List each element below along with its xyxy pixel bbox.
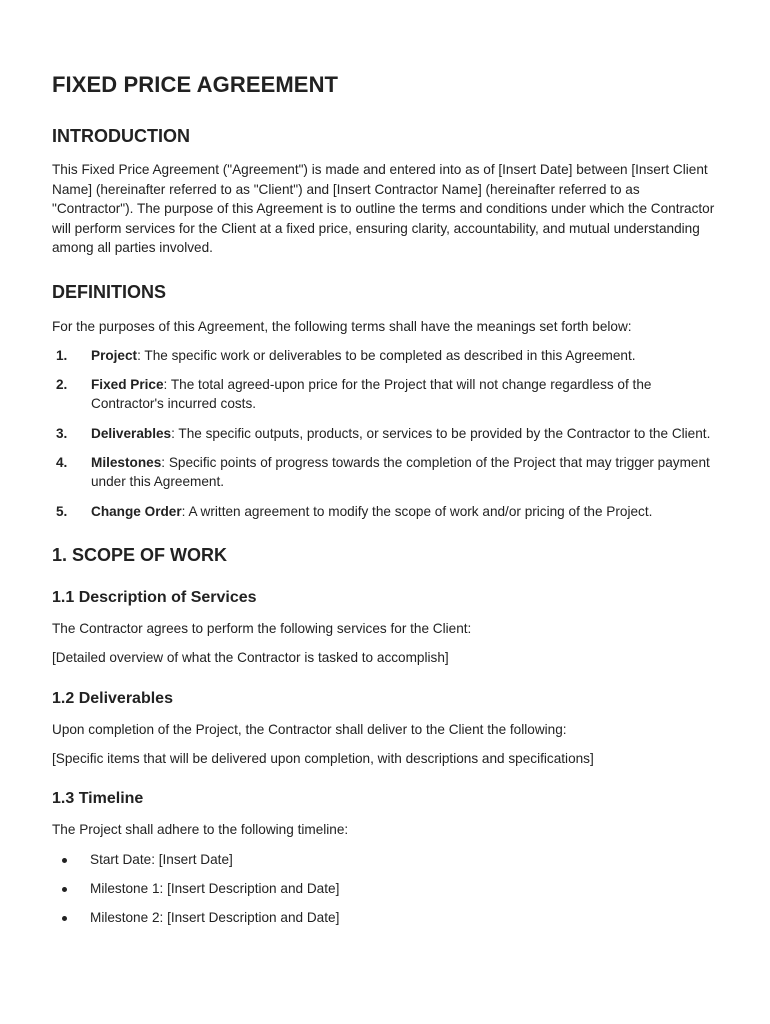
definition-term: Change Order: [91, 503, 182, 519]
definition-text: : A written agreement to modify the scope of work and/or pricing of the Project.: [181, 503, 653, 519]
definition-number: 4.: [56, 454, 68, 470]
definitions-list: [52, 346, 718, 522]
definition-term: Deliverables: [91, 425, 172, 441]
definitions-heading: DEFINITIONS: [52, 281, 167, 302]
definition-text: : The specific outputs, products, or services to be provided by the Contractor to the Client.: [171, 425, 711, 441]
timeline-item: [52, 850, 718, 870]
definition-number: 1.: [56, 347, 68, 363]
timeline-list: [52, 850, 718, 928]
definitions-lead: For the purposes of this Agreement, the following terms shall have the meanings set forth below:: [52, 318, 632, 334]
definition-term: Fixed Price: [91, 376, 164, 392]
description-of-services-heading: 1.1 Description of Services: [52, 589, 257, 607]
definition-text: : Specific points of progress towards the completion of the Project that may trigger payment under this Agreement.: [91, 454, 710, 490]
bullet-icon: [62, 887, 67, 892]
introduction-heading: INTRODUCTION: [52, 126, 190, 146]
timeline-item-text: Milestone 1: [Insert Description and Date]: [90, 880, 340, 896]
document-title: FIXED PRICE AGREEMENT: [52, 72, 339, 97]
definition-item: [52, 502, 718, 522]
timeline-item-text: Start Date: [Insert Date]: [90, 851, 233, 867]
timeline-heading: 1.3 Timeline: [52, 790, 144, 808]
definition-term: Milestones: [91, 454, 162, 470]
services-placeholder-text: [Detailed overview of what the Contractor is tasked to accomplish]: [52, 650, 449, 666]
definition-item: [52, 424, 718, 444]
definition-number: 5.: [56, 503, 68, 519]
definition-item: [52, 453, 718, 492]
bullet-icon: [62, 858, 67, 863]
deliverables-heading: 1.2 Deliverables: [52, 689, 173, 707]
timeline-item: [52, 879, 718, 899]
definition-number: 3.: [56, 425, 68, 441]
definition-text: : The total agreed-upon price for the Project that will not change regardless of the Contractor's incurred costs.: [91, 376, 652, 412]
deliverables-placeholder-text: [Specific items that will be delivered upon completion, with descriptions and specifications]: [52, 750, 594, 766]
services-intro-text: The Contractor agrees to perform the following services for the Client:: [52, 621, 472, 637]
introduction-paragraph: This Fixed Price Agreement ("Agreement") is made and entered into as of [Insert Date] between [Insert Client Name] (hereinafter referred to as "Client") and [Insert Contractor Name] (hereinafter referred to as "Contractor"). The purpose of this Agreement is to outline the terms and conditions under which the Contractor will perform services for the Client at a fixed price, ensuring clarity, accountability, and mutual understanding among all parties involved.: [52, 162, 715, 256]
definition-item: [52, 375, 718, 414]
bullet-icon: [62, 916, 67, 921]
definition-number: 2.: [56, 376, 68, 392]
scope-of-work-heading: 1. SCOPE OF WORK: [52, 545, 228, 566]
timeline-item: [52, 908, 718, 928]
timeline-lead-text: The Project shall adhere to the following timeline:: [52, 822, 349, 838]
definition-item: [52, 346, 718, 366]
definition-term: Project: [91, 347, 138, 363]
definition-text: : The specific work or deliverables to be completed as described in this Agreement.: [137, 347, 636, 363]
timeline-item-text: Milestone 2: [Insert Description and Date]: [90, 909, 340, 925]
deliverables-intro-text: Upon completion of the Project, the Contractor shall deliver to the Client the following:: [52, 721, 567, 737]
